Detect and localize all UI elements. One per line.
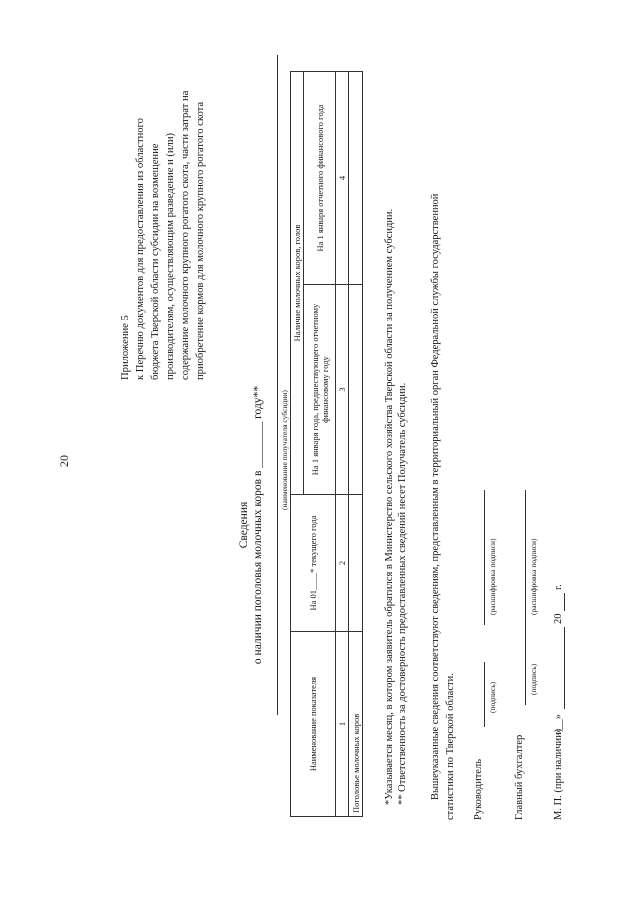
head-label: Руководитель <box>473 759 484 820</box>
transcript-caption: (расшифровка подписи) <box>488 538 497 615</box>
appendix-line: к Перечню документов для предоставления из областного <box>135 118 146 380</box>
document-title <box>237 325 265 725</box>
table-cell <box>349 495 363 632</box>
page-number: 20 <box>57 455 71 467</box>
accountant-signature-line <box>525 625 526 705</box>
header-current-year: На 01____* текущего года <box>291 495 336 632</box>
date-year-line <box>564 593 565 611</box>
header-indicator-name: Наименование показателя <box>291 632 336 817</box>
accountant-transcript-line <box>525 490 526 625</box>
livestock-table <box>290 71 363 817</box>
column-number: 4 <box>336 71 349 284</box>
appendix-line: производителям, осуществляющим разведение и (или) <box>165 132 176 380</box>
date-suffix: г. <box>553 584 564 590</box>
recipient-name-line <box>277 55 278 715</box>
head-signature-line <box>484 662 485 727</box>
appendix-line: бюджета Тверской области субсидии на возмещение <box>150 143 161 380</box>
appendix-line: содержание молочного крупного рогатого скота, части затрат на <box>180 90 191 380</box>
signature-caption: (подпись) <box>488 681 497 713</box>
title-line-2: о наличии поголовья молочных коров в ________ году** <box>252 385 264 665</box>
table-cell <box>349 71 363 284</box>
appendix-line: приобретение кормов для молочного крупного рогатого скота <box>195 101 206 380</box>
date-year: 20 <box>553 613 564 624</box>
table-cell <box>349 285 363 495</box>
header-group: Наличие молочных коров, голов <box>291 71 304 494</box>
column-number: 1 <box>336 632 349 817</box>
confirmation-line-1: Вышеуказанные сведения соответствуют сведениям, представленным в территориальный орган Федеральной службы государственной <box>430 193 441 800</box>
title-line-1: Сведения <box>238 501 250 549</box>
appendix-line: Приложение 5 <box>120 315 131 380</box>
column-number: 3 <box>336 285 349 495</box>
appendix-block <box>118 91 208 380</box>
row-label: Поголовье молочных коров <box>349 632 363 817</box>
footnote-responsibility: ** Ответственность за достоверность предоставленных сведений несет Получатель субсидии. <box>397 382 408 805</box>
accountant-label: Главный бухгалтер <box>514 734 525 820</box>
column-number: 2 <box>336 495 349 632</box>
stamp-label: М. П. (при наличии) <box>553 728 564 820</box>
footnote-month: *Указывается месяц, в котором заявитель обратился в Министерство сельского хозяйства Тверской области за получением субсидии. <box>384 208 395 805</box>
transcript-caption: (расшифровка подписи) <box>529 538 538 615</box>
header-reporting-year: На 1 января отчетного финансового года <box>304 71 336 284</box>
header-previous-year: На 1 января года, предшествующего отчетному финансовому году <box>304 285 336 495</box>
signature-caption: (подпись) <box>529 663 538 695</box>
confirmation-line-2: статистики по Тверской области. <box>445 673 456 820</box>
date-day: «__» <box>553 714 564 735</box>
date-month-line <box>564 627 565 709</box>
head-transcript-line <box>484 490 485 625</box>
recipient-caption: (наименование получателя субсидии) <box>280 390 289 510</box>
